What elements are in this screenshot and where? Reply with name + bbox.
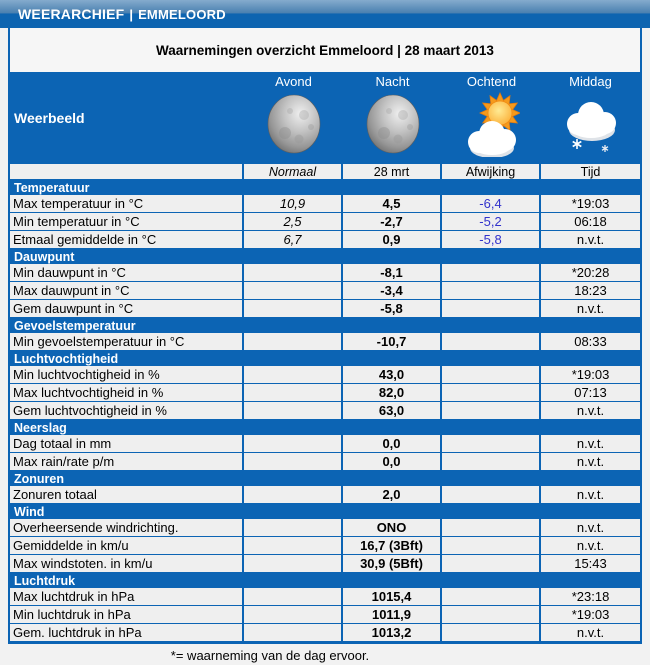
table-row bbox=[10, 624, 640, 642]
normaal-value bbox=[244, 282, 343, 300]
tijd-value: 08:33 bbox=[541, 333, 640, 351]
afwijking-value bbox=[442, 282, 541, 300]
observed-value: 4,5 bbox=[343, 195, 442, 213]
tijd-value: n.v.t. bbox=[541, 486, 640, 504]
afwijking-value bbox=[442, 453, 541, 471]
table-row bbox=[10, 366, 640, 384]
observed-value: 1013,2 bbox=[343, 624, 442, 642]
afwijking-value bbox=[442, 333, 541, 351]
table-row bbox=[10, 486, 640, 504]
observed-value: -10,7 bbox=[343, 333, 442, 351]
observed-value: 30,9 (5Bft) bbox=[343, 555, 442, 573]
row-label: Dag totaal in mm bbox=[10, 435, 244, 453]
afwijking-value bbox=[442, 300, 541, 318]
period-column-middag bbox=[541, 72, 640, 163]
row-label: Gem. luchtdruk in hPa bbox=[10, 624, 244, 642]
column-header-normaal: Normaal bbox=[244, 164, 343, 180]
column-header-tijd: Tijd bbox=[541, 164, 640, 180]
weerbeeld-label: Weerbeeld bbox=[14, 109, 85, 126]
weerbeeld-row bbox=[10, 72, 640, 163]
table-row bbox=[10, 453, 640, 471]
row-label: Min dauwpunt in °C bbox=[10, 264, 244, 282]
afwijking-value: -6,4 bbox=[442, 195, 541, 213]
row-label: Min temperatuur in °C bbox=[10, 213, 244, 231]
snow-cloud-icon bbox=[563, 91, 619, 157]
section-header: Zonuren bbox=[10, 471, 640, 486]
page-title: Waarnemingen overzicht Emmeloord | 28 maart 2013 bbox=[10, 28, 640, 72]
row-label: Max temperatuur in °C bbox=[10, 195, 244, 213]
snowflake-icon bbox=[572, 139, 581, 149]
tijd-value: n.v.t. bbox=[541, 402, 640, 420]
normaal-value bbox=[244, 435, 343, 453]
period-column-ochtend bbox=[442, 72, 541, 163]
afwijking-value bbox=[442, 366, 541, 384]
period-label: Nacht bbox=[375, 74, 410, 89]
row-label: Max luchtvochtigheid in % bbox=[10, 384, 244, 402]
table-row bbox=[10, 537, 640, 555]
tijd-value: *23:18 bbox=[541, 588, 640, 606]
table-row bbox=[10, 519, 640, 537]
normaal-value bbox=[244, 588, 343, 606]
observed-value: ONO bbox=[343, 519, 442, 537]
table-row bbox=[10, 435, 640, 453]
afwijking-value bbox=[442, 588, 541, 606]
normaal-value bbox=[244, 624, 343, 642]
column-header-row bbox=[10, 163, 640, 180]
normaal-value bbox=[244, 555, 343, 573]
moon-icon bbox=[365, 91, 421, 157]
section-header: Dauwpunt bbox=[10, 249, 640, 264]
section-header: Gevoelstemperatuur bbox=[10, 318, 640, 333]
tijd-value: n.v.t. bbox=[541, 300, 640, 318]
observed-value: 0,9 bbox=[343, 231, 442, 249]
row-label: Etmaal gemiddelde in °C bbox=[10, 231, 244, 249]
normaal-value bbox=[244, 486, 343, 504]
tijd-value: n.v.t. bbox=[541, 453, 640, 471]
observed-value: 43,0 bbox=[343, 366, 442, 384]
table-row bbox=[10, 231, 640, 249]
table-row bbox=[10, 402, 640, 420]
afwijking-value bbox=[442, 606, 541, 624]
brand-separator: | bbox=[129, 6, 134, 22]
afwijking-value bbox=[442, 537, 541, 555]
afwijking-value bbox=[442, 519, 541, 537]
afwijking-value bbox=[442, 555, 541, 573]
tijd-value: *19:03 bbox=[541, 606, 640, 624]
period-label: Ochtend bbox=[466, 74, 517, 89]
table-row bbox=[10, 333, 640, 351]
afwijking-value bbox=[442, 384, 541, 402]
normaal-value: 6,7 bbox=[244, 231, 343, 249]
normaal-value bbox=[244, 300, 343, 318]
section-header: Luchtvochtigheid bbox=[10, 351, 640, 366]
period-label: Avond bbox=[275, 74, 312, 89]
observed-value: 0,0 bbox=[343, 453, 442, 471]
row-label: Gem dauwpunt in °C bbox=[10, 300, 244, 318]
tijd-value: 18:23 bbox=[541, 282, 640, 300]
tijd-value: *19:03 bbox=[541, 366, 640, 384]
normaal-value bbox=[244, 537, 343, 555]
footnote: *= waarneming van de dag ervoor. bbox=[170, 648, 370, 663]
afwijking-value bbox=[442, 435, 541, 453]
row-label: Max windstoten. in km/u bbox=[10, 555, 244, 573]
table-row bbox=[10, 195, 640, 213]
tijd-value: *19:03 bbox=[541, 195, 640, 213]
site-header-bar bbox=[0, 0, 650, 28]
tijd-value: n.v.t. bbox=[541, 231, 640, 249]
table-row bbox=[10, 213, 640, 231]
observed-value: 63,0 bbox=[343, 402, 442, 420]
row-label: Max luchtdruk in hPa bbox=[10, 588, 244, 606]
row-label: Zonuren totaal bbox=[10, 486, 244, 504]
normaal-value bbox=[244, 402, 343, 420]
afwijking-value bbox=[442, 486, 541, 504]
normaal-value bbox=[244, 453, 343, 471]
row-label: Max dauwpunt in °C bbox=[10, 282, 244, 300]
afwijking-value: -5,8 bbox=[442, 231, 541, 249]
column-header-afwijking: Afwijking bbox=[442, 164, 541, 180]
period-column-nacht bbox=[343, 72, 442, 163]
tijd-value: *20:28 bbox=[541, 264, 640, 282]
table-row bbox=[10, 555, 640, 573]
period-label: Middag bbox=[569, 74, 612, 89]
normaal-value bbox=[244, 366, 343, 384]
normaal-value bbox=[244, 384, 343, 402]
table-row bbox=[10, 264, 640, 282]
observed-value: 0,0 bbox=[343, 435, 442, 453]
section-header: Temperatuur bbox=[10, 180, 640, 195]
tijd-value: 06:18 bbox=[541, 213, 640, 231]
normaal-value: 2,5 bbox=[244, 213, 343, 231]
table-row bbox=[10, 282, 640, 300]
afwijking-value bbox=[442, 402, 541, 420]
weather-archive-table bbox=[8, 28, 642, 644]
normaal-value bbox=[244, 264, 343, 282]
observed-value: 1015,4 bbox=[343, 588, 442, 606]
column-header-empty bbox=[10, 164, 244, 180]
row-label: Min gevoelstemperatuur in °C bbox=[10, 333, 244, 351]
normaal-value bbox=[244, 606, 343, 624]
moon-icon bbox=[266, 91, 322, 157]
site-brand: WEERARCHIEF bbox=[18, 6, 125, 22]
sections-container bbox=[10, 180, 640, 642]
row-label: Min luchtdruk in hPa bbox=[10, 606, 244, 624]
tijd-value: 15:43 bbox=[541, 555, 640, 573]
row-label: Gem luchtvochtigheid in % bbox=[10, 402, 244, 420]
table-row bbox=[10, 606, 640, 624]
sun-behind-cloud-icon bbox=[464, 91, 520, 157]
tijd-value: n.v.t. bbox=[541, 624, 640, 642]
observed-value: 1011,9 bbox=[343, 606, 442, 624]
normaal-value: 10,9 bbox=[244, 195, 343, 213]
row-label: Overheersende windrichting. bbox=[10, 519, 244, 537]
observed-value: 2,0 bbox=[343, 486, 442, 504]
observed-value: -8,1 bbox=[343, 264, 442, 282]
section-header: Wind bbox=[10, 504, 640, 519]
row-label: Min luchtvochtigheid in % bbox=[10, 366, 244, 384]
afwijking-value bbox=[442, 624, 541, 642]
column-header-date: 28 mrt bbox=[343, 164, 442, 180]
afwijking-value: -5,2 bbox=[442, 213, 541, 231]
section-header: Luchtdruk bbox=[10, 573, 640, 588]
normaal-value bbox=[244, 333, 343, 351]
table-row bbox=[10, 384, 640, 402]
afwijking-value bbox=[442, 264, 541, 282]
observed-value: 82,0 bbox=[343, 384, 442, 402]
observed-value: -5,8 bbox=[343, 300, 442, 318]
observed-value: -3,4 bbox=[343, 282, 442, 300]
tijd-value: n.v.t. bbox=[541, 519, 640, 537]
normaal-value bbox=[244, 519, 343, 537]
snowflake-icon bbox=[602, 145, 608, 152]
row-label: Max rain/rate p/m bbox=[10, 453, 244, 471]
tijd-value: n.v.t. bbox=[541, 537, 640, 555]
table-row bbox=[10, 300, 640, 318]
row-label: Gemiddelde in km/u bbox=[10, 537, 244, 555]
table-row bbox=[10, 588, 640, 606]
tijd-value: n.v.t. bbox=[541, 435, 640, 453]
observed-value: -2,7 bbox=[343, 213, 442, 231]
site-location: EMMELOORD bbox=[138, 6, 226, 22]
observed-value: 16,7 (3Bft) bbox=[343, 537, 442, 555]
section-header: Neerslag bbox=[10, 420, 640, 435]
period-column-avond bbox=[244, 72, 343, 163]
tijd-value: 07:13 bbox=[541, 384, 640, 402]
